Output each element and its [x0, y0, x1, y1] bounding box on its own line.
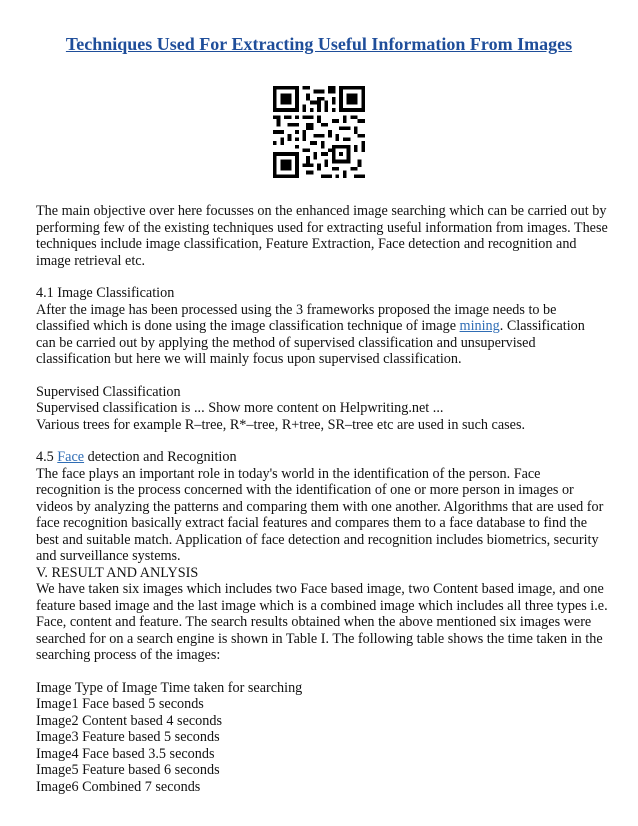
table-row: Image2 Content based 4 seconds: [36, 712, 222, 729]
supervised-line-1: Supervised classification is ... Show more content on Helpwriting.net ...: [36, 400, 444, 416]
table-row: Image6 Combined 7 seconds: [36, 778, 201, 795]
intro-paragraph: The main objective over here focusses on the enhanced image searching which can be carried out by performing few of the existing techniques used for extracting useful information from images. These techniques include image classification, Feature Extraction, Face detection and recognition and image retrieval etc.: [36, 203, 608, 269]
supervised-heading: Supervised Classification: [36, 383, 181, 400]
section-4-1-heading: 4.1 Image Classification: [36, 285, 175, 301]
results-table: [36, 680, 608, 796]
table-row: Image1 Face based 5 seconds: [36, 696, 204, 712]
table-header-line: Image Type of Image Time taken for searching: [36, 679, 303, 696]
face-link[interactable]: Face: [57, 449, 85, 465]
document-title: Techniques Used For Extracting Useful Information From Images: [65, 34, 573, 54]
section-4-5-heading: [36, 449, 608, 466]
table-row: Image5 Feature based 6 seconds: [36, 762, 220, 778]
qr-code: [273, 86, 365, 178]
section-v-heading: V. RESULT AND ANLYSIS: [36, 564, 199, 581]
table-row: Image4 Face based 3.5 seconds: [36, 745, 215, 762]
section-4-1-text-after: . Classification can be carried out by applying the method of supervised classification and unsupervised classification but here we will mainly focus upon supervised classification.: [36, 318, 585, 367]
section-4-5-heading-suffix: detection and Recognition: [84, 449, 237, 465]
section-v-paragraph: We have taken six images which includes two Face based image, two Content based image, and one feature based image and the last image which is a combined image which includes all three types i.e. Face, content and feature. The search results obtained when the above mentioned six images were searched for on a search engine is shown in Table I. The following table shows the time taken in the searching process of the images:: [36, 581, 608, 663]
section-4-1-paragraph: [36, 302, 608, 368]
document-body: [36, 203, 608, 795]
section-4-5-heading-prefix: 4.5: [36, 449, 58, 465]
mining-link[interactable]: mining: [459, 318, 500, 334]
section-4-5-paragraph: The face plays an important role in today's world in the identification of the person. Face recognition is the process concerned with the identification of one or more person in images or videos by analyzing the patterns and comparing them with one another. Algorithms that are used for face recognition basically extract facial features and compares them to a face database to find the best and suitable match. Application of face detection and recognition includes biometrics, security and surveillance systems.: [36, 465, 604, 564]
section-4-1-text-before: After the image has been processed using the 3 frameworks proposed the image needs to be classified which is done using the image classification technique of image: [36, 301, 557, 334]
supervised-line-2: Various trees for example R–tree, R*–tree, R+tree, SR–tree etc are used in such cases.: [36, 416, 526, 433]
table-row: Image3 Feature based 5 seconds: [36, 729, 220, 745]
